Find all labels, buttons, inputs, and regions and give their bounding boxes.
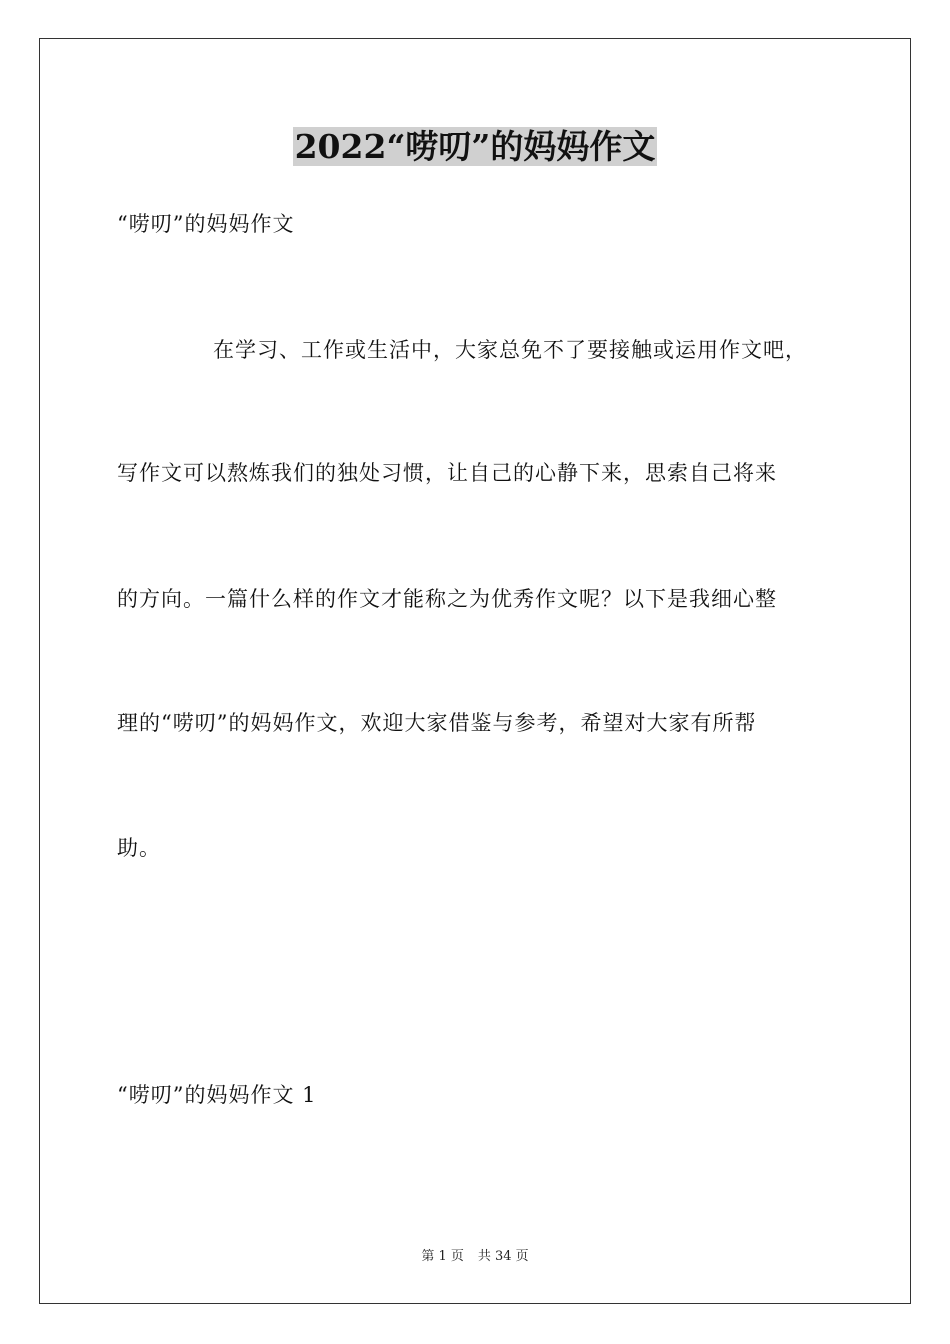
paragraph-line: 在学习、工作或生活中，大家总免不了要接触或运用作文吧，: [213, 338, 807, 362]
paragraph-line: 助。: [117, 836, 161, 860]
page-total: 共 34 页: [477, 1249, 529, 1264]
paragraph-line: 的方向。一篇什么样的作文才能称之为优秀作文呢？以下是我细心整: [117, 587, 777, 611]
page-footer: [0, 1248, 950, 1266]
paragraph-line: 写作文可以熬炼我们的独处习惯，让自己的心静下来，思索自己将来: [117, 461, 777, 485]
section-heading: “唠叨”的妈妈作文 1: [117, 1083, 317, 1107]
document-subtitle: “唠叨”的妈妈作文: [117, 212, 295, 236]
document-title-text: 2022“唠叨”的妈妈作文: [294, 127, 656, 166]
paragraph-line: 理的“唠叨”的妈妈作文，欢迎大家借鉴与参考，希望对大家有所帮: [117, 711, 757, 735]
document-title: [0, 124, 950, 170]
page-number: 第 1 页: [421, 1249, 464, 1264]
